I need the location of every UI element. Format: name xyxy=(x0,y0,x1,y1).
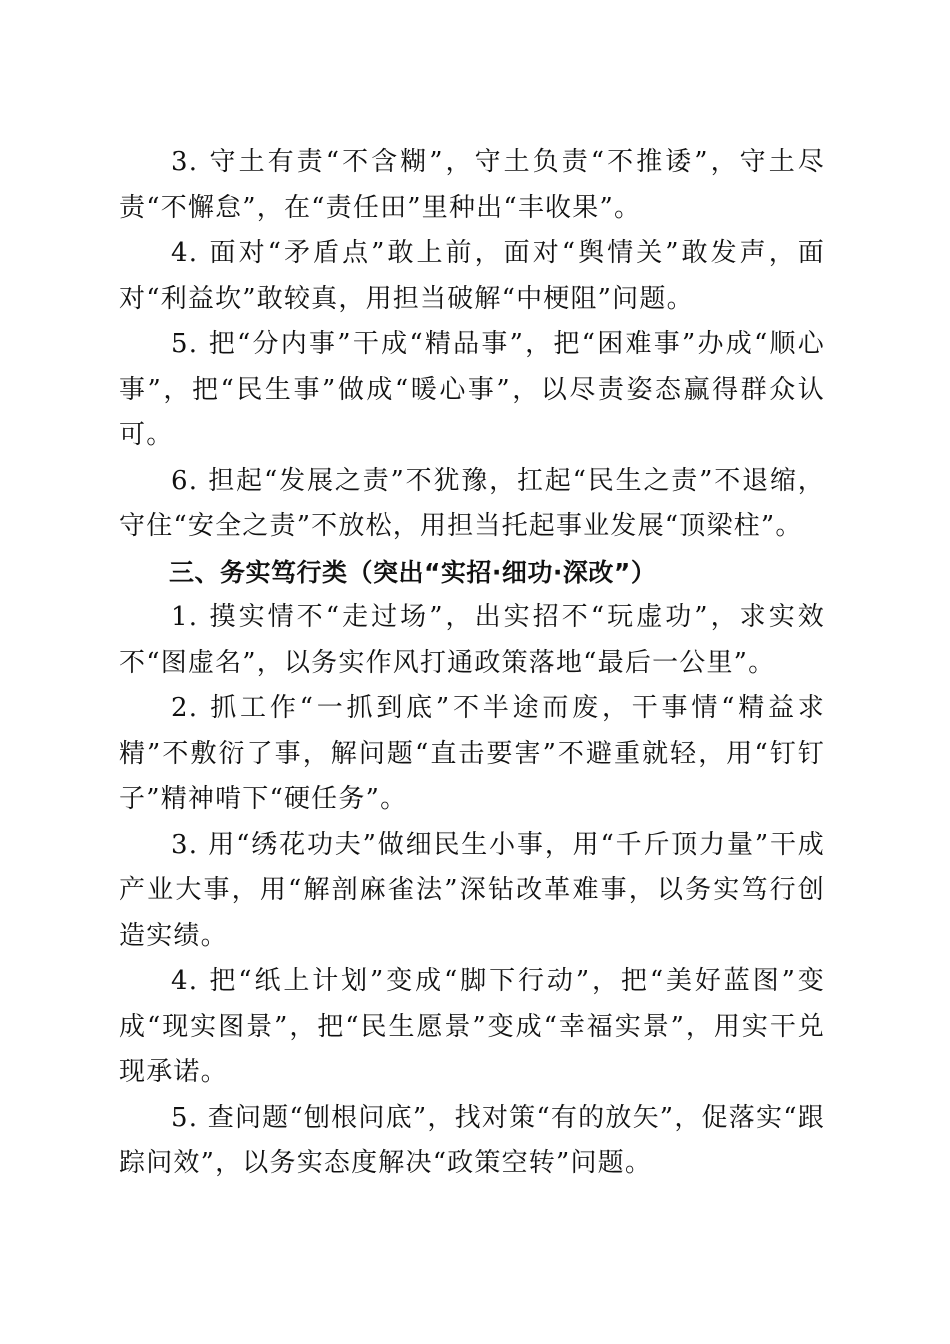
paragraph-item-4: 4. 面对“矛盾点”敢上前，面对“舆情关”敢发声，面对“利益坎”敢较真，用担当破解“中梗阻”问题。 xyxy=(119,238,825,314)
paragraph-item-3-b: 3. 用“绣花功夫”做细民生小事，用“千斤顶力量”干成产业大事，用“解剖麻雀法”深钻改革难事，以务实笃行创造实绩。 xyxy=(119,829,825,951)
paragraph-item-6: 6. 担起“发展之责”不犹豫，扛起“民生之责”不退缩，守住“安全之责”不放松，用担当托起事业发展“顶梁柱”。 xyxy=(119,465,825,541)
paragraph-item-5-b: 5. 查问题“刨根问底”，找对策“有的放矢”，促落实“跟踪问效”，以务实态度解决“政策空转”问题。 xyxy=(119,1102,825,1178)
paragraph-item-3: 3. 守土有责“不含糊”，守土负责“不推诿”，守土尽责“不懈怠”，在“责任田”里种出“丰收果”。 xyxy=(119,147,825,223)
document-body xyxy=(119,140,825,1187)
section-heading: 三、务实笃行类（突出“实招·细功·深改”） xyxy=(169,557,657,587)
paragraph-item-4-b: 4. 把“纸上计划”变成“脚下行动”，把“美好蓝图”变成“现实图景”，把“民生愿景”变成“幸福实景”，用实干兑现承诺。 xyxy=(119,966,825,1087)
paragraph-item-5: 5. 把“分内事”干成“精品事”，把“困难事”办成“顺心事”，把“民生事”做成“暖心事”，以尽责姿态赢得群众认可。 xyxy=(119,329,825,450)
paragraph-item-2: 2. 抓工作“一抓到底”不半途而废，干事情“精益求精”不敷衍了事，解问题“直击要害”不避重就轻，用“钉钉子”精神啃下“硬任务”。 xyxy=(119,693,825,814)
paragraph-item-1: 1. 摸实情不“走过场”，出实招不“玩虚功”，求实效不“图虚名”，以务实作风打通政策落地“最后一公里”。 xyxy=(119,602,825,678)
